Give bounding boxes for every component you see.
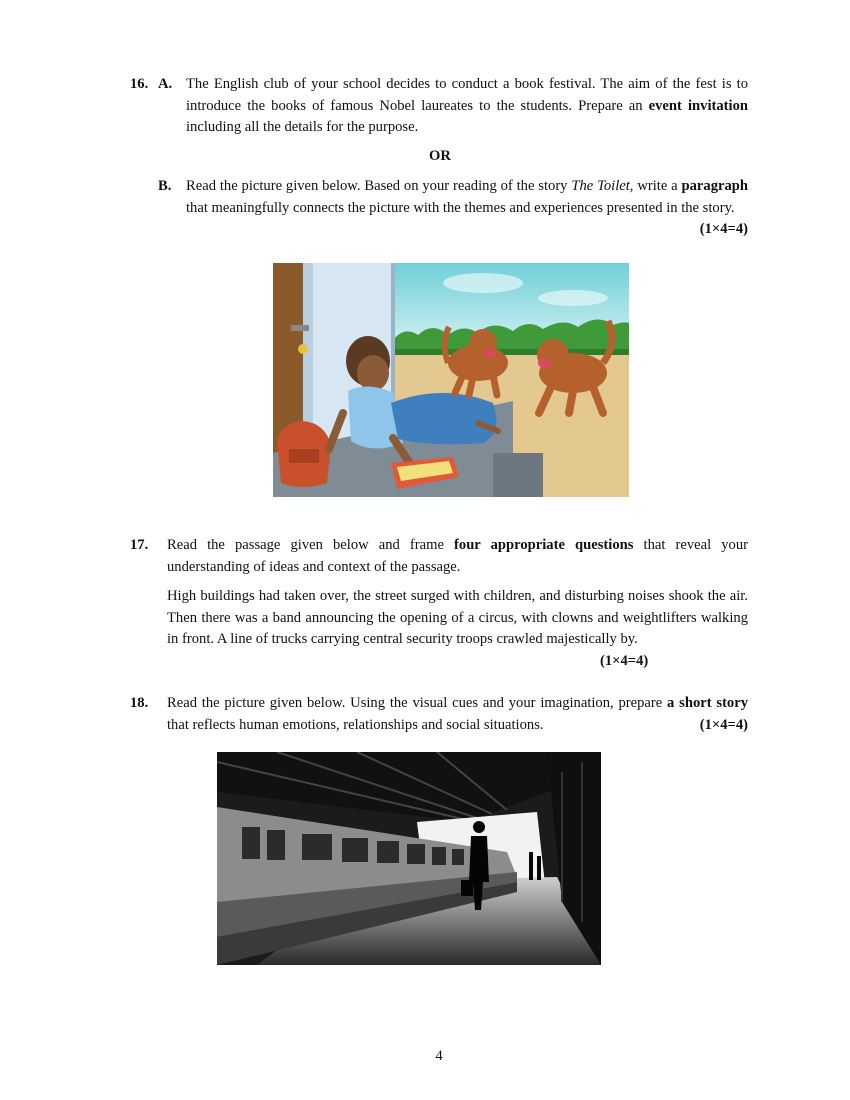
question-18-number: 18. — [130, 695, 149, 711]
question-18-marks: (1×4=4) — [699, 716, 748, 733]
illustration-girl-with-dogs — [273, 263, 629, 497]
question-17-number: 17. — [130, 537, 149, 553]
question-17-text: Read the passage given below and frame four appropriate questions that reveal your understanding of ideas and context of the passage. — [167, 537, 748, 575]
or-separator: OR — [429, 148, 451, 164]
question-18-text: Read the picture given below. Using the visual cues and your imagination, prepare a short story that reflects human emotions, relationships and social situations. (1×4=4) — [167, 693, 748, 736]
question-16a-text: The English club of your school decides to conduct a book festival. The aim of the fest is to introduce the books of famous Nobel laureates to the students. Prepare an event invitation including all the details for the purpose. — [186, 76, 748, 135]
question-17-bold: four appropriate questions — [454, 537, 634, 553]
question-17-marks: (1×4=4) — [600, 653, 649, 669]
question-17-passage: High buildings had taken over, the street surged with children, and disturbing noises shook the air. Then there was a band announcing the opening of a circus, with clowns and weightlifters walking in front. A line of trucks carrying central security troops crawled majestically by. — [167, 588, 748, 647]
story-title: The Toilet, — [571, 178, 634, 194]
question-16a-bold: event invitation — [648, 97, 748, 114]
question-16-number: 16. — [130, 76, 149, 92]
page-number: 4 — [435, 1048, 443, 1064]
question-16b-label: B. — [158, 178, 172, 194]
photo-train-platform — [217, 752, 601, 965]
question-18-bold: a short story — [667, 695, 748, 711]
question-16b-text: Read the picture given below. Based on your reading of the story The Toilet, write a paragraph that meaningfully connects the picture with the themes and experiences presented in the story. (1×4=4) — [186, 176, 748, 241]
question-16-marks: (1×4=4) — [699, 221, 748, 237]
question-16a-label: A. — [158, 76, 173, 92]
